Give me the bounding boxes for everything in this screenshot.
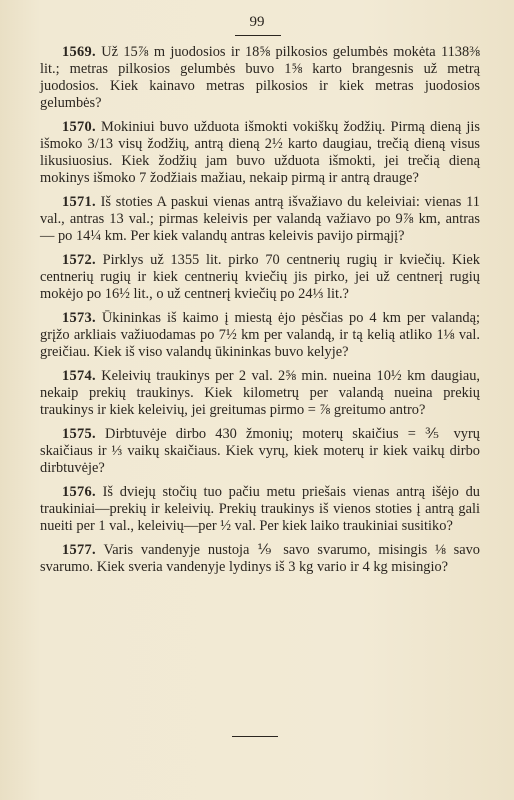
page-body bbox=[40, 44, 480, 583]
problem-1569 bbox=[40, 44, 480, 112]
problem-1574 bbox=[40, 368, 480, 419]
problem-1572 bbox=[40, 252, 480, 303]
problem-1570 bbox=[40, 119, 480, 187]
problem-number: 1571. bbox=[62, 194, 96, 210]
problem-number: 1570. bbox=[62, 119, 96, 135]
problem-text: Varis vandenyje nustoja ⅑ savo svarumo, misingis ⅛ savo svarumo. Kiek sveria vandenyje lydinys iš 3 kg vario ir 4 kg misingio? bbox=[40, 542, 481, 575]
problem-text: Dirbtuvėje dirbo 430 žmonių; moterų skaičius = ⅗ vyrų skaičiaus ir ⅓ vaikų skaičiaus. Kiek vyrų, kiek moterų ir kiek vaikų dirbo dirbtuvėje? bbox=[40, 426, 480, 476]
problem-number: 1569. bbox=[62, 44, 96, 60]
problem-1575 bbox=[40, 426, 480, 477]
problem-number: 1577. bbox=[62, 542, 96, 558]
problem-1571 bbox=[40, 194, 480, 245]
header-rule bbox=[235, 35, 281, 36]
problem-number: 1574. bbox=[62, 368, 96, 384]
problem-text: Iš dviejų stočių tuo pačiu metu priešais vienas antrą išėjo du traukiniai—prekių ir keleivių. Prekių traukinys iš vienos stoties į antrą gali nueiti per 1 val., keleivių—per ½ val. Per kiek laiko traukiniai susitiko? bbox=[40, 484, 480, 534]
problem-number: 1575. bbox=[62, 426, 96, 442]
page-number: 99 bbox=[249, 14, 265, 30]
problem-1573 bbox=[40, 310, 480, 361]
problem-text: Keleivių traukinys per 2 val. 2⅝ min. nueina 10½ km daugiau, nekaip prekių traukinys. Kiek kilometrų per valandą nueina prekių traukinys ir kiek keleivių, jei greitumas pirmo = ⅞ greitumo antro? bbox=[40, 368, 480, 418]
problem-number: 1573. bbox=[62, 310, 96, 326]
problem-text: Ūkininkas iš kaimo į miestą ėjo pėsčias po 4 km per valandą; grįžo arkliais važiuodamas po 7½ km per valandą, ir tą kelią atliko 1⅛ val. greičiau. Kiek iš viso valandų ūkininkas buvo kelyje? bbox=[40, 310, 480, 360]
problem-1576 bbox=[40, 484, 480, 535]
problem-text: Iš stoties A paskui vienas antrą išvažiavo du keleiviai: vienas 11 val., antras 13 val.; pirmas keleivis per valandą važiavo po 9⅞ km, antras — po 14¼ km. Per kiek valandų antras keleivis pavijo pirmąjį? bbox=[40, 194, 480, 244]
problem-text: Mokiniui buvo užduota išmokti vokiškų žodžių. Pirmą dieną jis išmoko 3/13 visų žodžių, antrą dieną 2½ karto daugiau, trečią dieną visus likusiuosius. Kiek žodžių jam buvo užduota išmokti, jei trečią dieną mokinys išmoko 7 žodžiais mažiau, nekaip pirmą ir antrą drauge? bbox=[40, 119, 480, 186]
problem-1577 bbox=[40, 542, 480, 576]
problem-text: Už 15⅞ m juodosios ir 18⅝ pilkosios gelumbės mokėta 1138⅜ lit.; metras pilkosios gelumbės buvo 1⅝ karto brangesnis už metrą juodosios. Kiek kainavo metras pilkosios ir kiek metras juodosios gelumbės? bbox=[40, 44, 480, 111]
problem-number: 1572. bbox=[62, 252, 96, 268]
problem-text: Pirklys už 1355 lit. pirko 70 centnerių rugių ir kviečių. Kiek centnerių rugių ir kiek centnerių kviečių jis pirko, jei už centnerį rugių mokėjo po 16½ lit., o už centnerį kviečių po 24⅓ lit.? bbox=[40, 252, 480, 302]
footer-rule bbox=[232, 736, 278, 737]
problem-number: 1576. bbox=[62, 484, 96, 500]
